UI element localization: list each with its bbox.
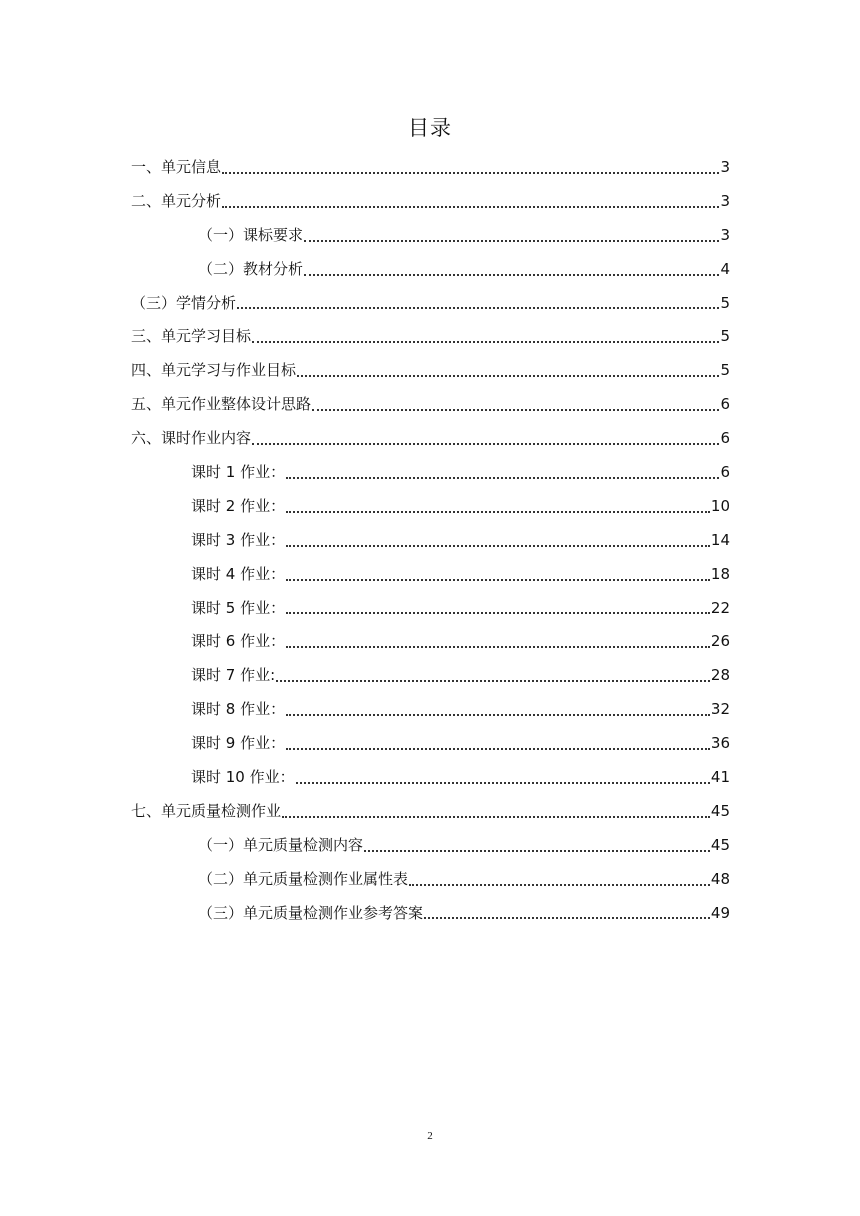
toc-entry-label: 课时 7 作业: <box>191 666 276 685</box>
toc-dot-leader <box>304 274 719 276</box>
toc-entry[interactable] <box>0 387 860 421</box>
toc-entry[interactable] <box>0 421 860 455</box>
toc-entry-label: 课时 1 作业： <box>191 462 286 481</box>
toc-dot-leader <box>286 714 710 716</box>
toc-entry-page: 32 <box>710 700 730 719</box>
toc-entry-label: 课时 4 作业： <box>191 564 286 583</box>
toc-dot-leader <box>286 612 710 614</box>
toc-dot-leader <box>276 680 710 682</box>
toc-entry-label: 课时 3 作业： <box>191 530 286 549</box>
toc-entry[interactable] <box>0 658 860 692</box>
toc-entry-page: 5 <box>720 293 730 312</box>
toc-entry-label: （三）学情分析 <box>131 293 237 312</box>
toc-dot-leader <box>296 782 710 784</box>
toc-entry-label: 三、单元学习目标 <box>131 327 252 346</box>
toc-entry-label: 课时 6 作业： <box>191 632 286 651</box>
toc-entry-label: 课时 10 作业： <box>191 767 295 786</box>
toc-entry-page: 41 <box>710 767 730 786</box>
toc-dot-leader <box>286 477 719 479</box>
toc-entry-page: 18 <box>710 564 730 583</box>
toc-entry[interactable] <box>0 523 860 557</box>
toc-entry-page: 48 <box>710 869 730 888</box>
toc-dot-leader <box>297 375 719 377</box>
toc-entry-page: 45 <box>710 801 730 820</box>
toc-entry-page: 3 <box>720 157 730 176</box>
toc-entry[interactable] <box>0 252 860 286</box>
toc-entry-label: 四、单元学习与作业目标 <box>131 361 297 380</box>
toc-entry-label: （二）教材分析 <box>198 259 304 278</box>
toc-entry-page: 10 <box>710 496 730 515</box>
toc-entry[interactable] <box>0 319 860 353</box>
toc-entry[interactable] <box>0 286 860 320</box>
toc-dot-leader <box>286 579 710 581</box>
toc-entry-page: 3 <box>720 191 730 210</box>
toc-entry[interactable] <box>0 184 860 218</box>
toc-entry[interactable] <box>0 794 860 828</box>
toc-dot-leader <box>252 443 719 445</box>
toc-entry-page: 5 <box>720 361 730 380</box>
toc-entry-label: （一）课标要求 <box>198 225 304 244</box>
toc-entry-page: 45 <box>710 835 730 854</box>
toc-list <box>0 150 860 929</box>
toc-entry-page: 26 <box>710 632 730 651</box>
toc-entry[interactable] <box>0 150 860 184</box>
toc-dot-leader <box>252 341 719 343</box>
toc-entry[interactable] <box>0 692 860 726</box>
toc-entry-label: 课时 8 作业： <box>191 700 286 719</box>
toc-dot-leader <box>237 307 719 309</box>
toc-entry[interactable] <box>0 591 860 625</box>
toc-entry[interactable] <box>0 353 860 387</box>
toc-entry-label: 课时 9 作业： <box>191 734 286 753</box>
toc-dot-leader <box>286 646 710 648</box>
toc-entry-page: 4 <box>720 259 730 278</box>
toc-entry-page: 49 <box>710 903 730 922</box>
toc-entry-page: 14 <box>710 530 730 549</box>
toc-entry-label: （一）单元质量检测内容 <box>198 835 364 854</box>
toc-dot-leader <box>304 240 719 242</box>
toc-entry-page: 3 <box>720 225 730 244</box>
toc-entry-label: （二）单元质量检测作业属性表 <box>198 869 409 888</box>
toc-dot-leader <box>222 172 719 174</box>
toc-entry-page: 6 <box>720 462 730 481</box>
toc-entry[interactable] <box>0 624 860 658</box>
toc-dot-leader <box>312 409 719 411</box>
toc-title: 目录 <box>408 116 452 140</box>
toc-entry[interactable] <box>0 726 860 760</box>
toc-dot-leader <box>282 816 710 818</box>
toc-entry-label: 课时 5 作业： <box>191 598 286 617</box>
toc-entry[interactable] <box>0 455 860 489</box>
toc-dot-leader <box>286 748 710 750</box>
toc-entry-label: 六、课时作业内容 <box>131 429 252 448</box>
toc-entry-page: 6 <box>720 395 730 414</box>
toc-entry-page: 6 <box>720 429 730 448</box>
toc-entry-page: 36 <box>710 734 730 753</box>
toc-entry-label: 二、单元分析 <box>131 191 222 210</box>
toc-entry-page: 28 <box>710 666 730 685</box>
toc-entry[interactable] <box>0 489 860 523</box>
toc-entry-label: （三）单元质量检测作业参考答案 <box>198 903 424 922</box>
page-number: 2 <box>427 1130 433 1142</box>
toc-entry-label: 一、单元信息 <box>131 157 222 176</box>
toc-entry[interactable] <box>0 896 860 930</box>
toc-entry[interactable] <box>0 557 860 591</box>
toc-entry-label: 七、单元质量检测作业 <box>131 801 282 820</box>
toc-dot-leader <box>364 850 710 852</box>
toc-entry[interactable] <box>0 862 860 896</box>
toc-dot-leader <box>409 884 710 886</box>
toc-dot-leader <box>286 511 710 513</box>
toc-entry[interactable] <box>0 828 860 862</box>
toc-entry[interactable] <box>0 760 860 794</box>
toc-entry-label: 五、单元作业整体设计思路 <box>131 395 312 414</box>
toc-entry[interactable] <box>0 218 860 252</box>
toc-dot-leader <box>424 917 710 919</box>
toc-entry-label: 课时 2 作业： <box>191 496 286 515</box>
toc-entry-page: 5 <box>720 327 730 346</box>
toc-dot-leader <box>222 206 719 208</box>
toc-dot-leader <box>286 545 710 547</box>
toc-entry-page: 22 <box>710 598 730 617</box>
